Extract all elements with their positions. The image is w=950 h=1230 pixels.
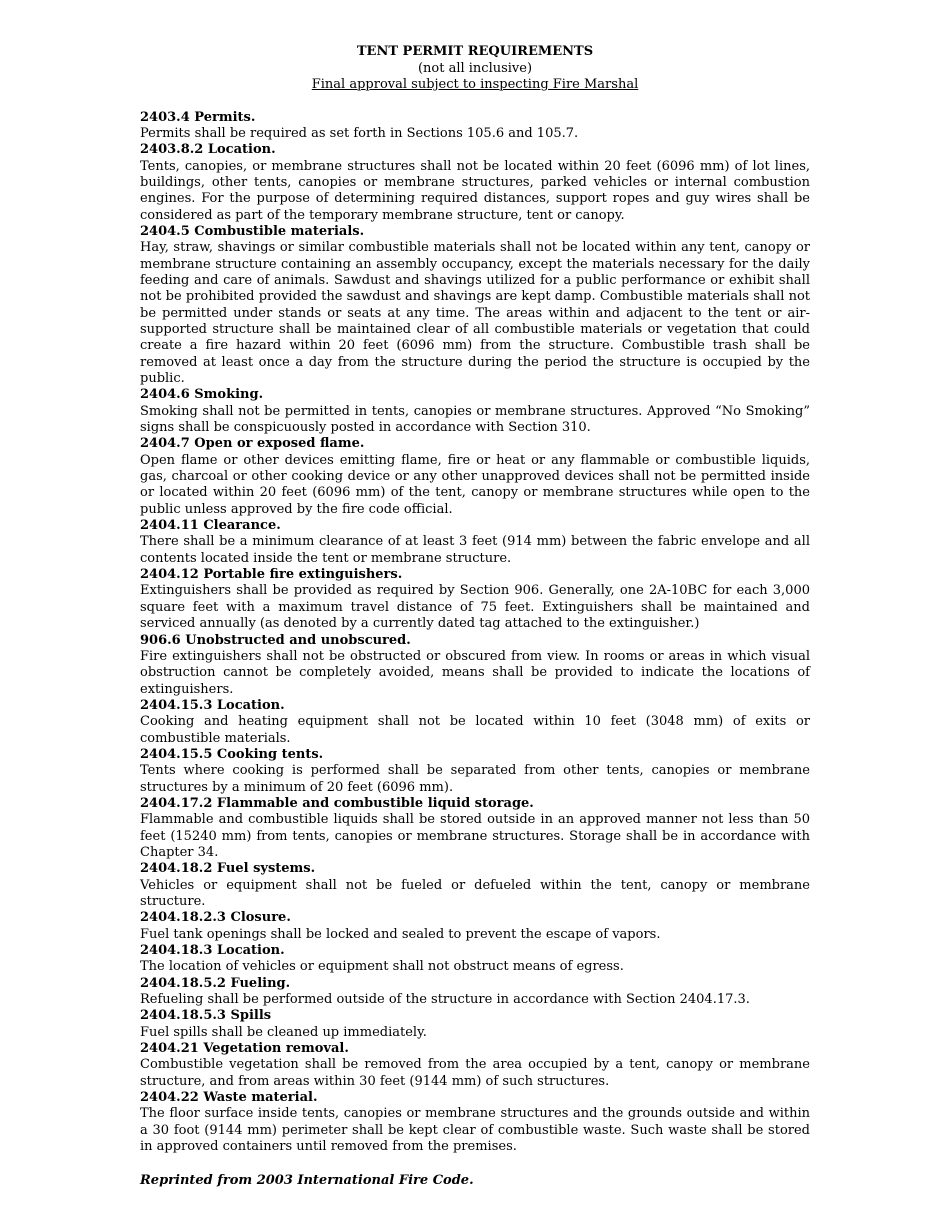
document-title: TENT PERMIT REQUIREMENTS	[356, 44, 594, 59]
section-heading: 2403.4 Permits.	[140, 109, 256, 125]
section-heading: 2404.15.5 Cooking tents.	[140, 746, 324, 762]
section-heading: 2404.7 Open or exposed flame.	[140, 436, 365, 452]
section-heading: 2404.18.3 Location.	[140, 943, 285, 959]
code-section	[140, 1041, 810, 1090]
section-heading: 2404.12 Portable fire extinguishers.	[140, 567, 403, 583]
code-section	[140, 910, 810, 943]
code-section	[140, 861, 810, 910]
section-heading: 2404.18.2.3 Closure.	[140, 910, 291, 926]
section-body: Extinguishers shall be provided as required by Section 906. Generally, one 2A-10BC for each 3,000 square feet with a maximum travel distance of 75 feet. Extinguishers shall be maintained and serviced annually (as denoted by a currently dated tag attached to the extinguisher.)	[140, 583, 810, 632]
section-body: Fuel tank openings shall be locked and sealed to prevent the escape of vapors.	[140, 926, 661, 942]
section-heading: 2404.6 Smoking.	[140, 387, 264, 403]
section-body: There shall be a minimum clearance of at least 3 feet (914 mm) between the fabric envelope and all contents located inside the tent or membrane structure.	[140, 534, 810, 566]
section-heading: 2404.17.2 Flammable and combustible liquid storage.	[140, 795, 534, 811]
section-body: Tents where cooking is performed shall be separated from other tents, canopies or membrane structures by a minimum of 20 feet (6096 mm).	[140, 763, 810, 795]
section-heading: 2404.21 Vegetation removal.	[140, 1041, 349, 1057]
section-heading: 2403.8.2 Location.	[140, 142, 276, 158]
section-body: Vehicles or equipment shall not be fueled or defueled within the tent, canopy or membrane structure.	[140, 877, 810, 909]
code-section	[140, 142, 810, 224]
section-heading: 2404.18.5.3 Spills	[140, 1008, 272, 1024]
code-section	[140, 1090, 810, 1155]
section-body: Fire extinguishers shall not be obstructed or obscured from view. In rooms or areas in which visual obstruction cannot be completely avoided, means shall be provided to indicate the locations of extinguishers.	[140, 648, 810, 697]
document-subtitle: (not all inclusive)	[417, 60, 533, 76]
section-body: Tents, canopies, or membrane structures shall not be located within 20 feet (6096 mm) of lot lines, buildings, other tents, canopies or membrane structures, parked vehicles or internal combustion engines. For the purpose of determining required distances, support ropes and guy wires shall be considered as part of the temporary membrane structure, tent or canopy.	[140, 158, 810, 223]
code-section	[140, 633, 810, 698]
section-body: Open flame or other devices emitting flame, fire or heat or any flammable or combustible liquids, gas, charcoal or other cooking device or any other unapproved devices shall not be permitted inside or located within 20 feet (6096 mm) of the tent, canopy or membrane structures while open to the public unless approved by the fire code official.	[140, 452, 810, 517]
section-body: Hay, straw, shavings or similar combustible materials shall not be located within any tent, canopy or membrane structure containing an assembly occupancy, except the materials necessary for the daily feeding and care of animals. Sawdust and shavings utilized for a public performance or exhibit shall not be prohibited provided the sawdust and shavings are kept damp. Combustible materials shall not be permitted under stands or seats at any time. The areas within and adjacent to the tent or air-supported structure shall be maintained clear of all combustible materials or vegetation that could create a fire hazard within 20 feet (6096 mm) from the structure. Combustible trash shall be removed at least once a day from the structure during the period the structure is occupied by the public.	[140, 240, 810, 386]
section-heading: 2404.18.5.2 Fueling.	[140, 975, 291, 991]
footer-citation: Reprinted from 2003 International Fire Code.	[140, 1172, 474, 1188]
section-body: Smoking shall not be permitted in tents, canopies or membrane structures. Approved “No Smoking” signs shall be conspicuously posted in accordance with Section 310.	[140, 403, 810, 436]
section-body: Flammable and combustible liquids shall be stored outside in an approved manner not less than 50 feet (15240 mm) from tents, canopies or membrane structures. Storage shall be in accordance with Chapter 34.	[140, 812, 810, 860]
document-page	[140, 44, 810, 1189]
code-section	[140, 224, 810, 387]
sections-list	[140, 110, 810, 1156]
code-section	[140, 110, 810, 143]
section-body: Permits shall be required as set forth in Sections 105.6 and 105.7.	[140, 125, 579, 141]
section-body: Refueling shall be performed outside of the structure in accordance with Section 2404.17.3.	[140, 992, 750, 1008]
section-body: The floor surface inside tents, canopies or membrane structures and the grounds outside and within a 30 foot (9144 mm) perimeter shall be kept clear of combustible waste. Such waste shall be stored in approved containers until removed from the premises.	[140, 1106, 810, 1155]
document-header	[140, 44, 810, 94]
code-section	[140, 1008, 810, 1041]
section-body: The location of vehicles or equipment shall not obstruct means of egress.	[140, 959, 624, 975]
code-section	[140, 518, 810, 567]
section-heading: 2404.11 Clearance.	[140, 518, 281, 534]
section-body: Combustible vegetation shall be removed from the area occupied by a tent, canopy or membrane structure, and from areas within 30 feet (9144 mm) of such structures.	[140, 1057, 810, 1089]
section-heading: 906.6 Unobstructed and unobscured.	[140, 632, 411, 648]
section-body: Fuel spills shall be cleaned up immediately.	[140, 1024, 427, 1040]
code-section	[140, 698, 810, 747]
code-section	[140, 796, 810, 861]
code-section	[140, 387, 810, 436]
section-heading: 2404.18.2 Fuel systems.	[140, 861, 316, 877]
section-heading: 2404.15.3 Location.	[140, 697, 285, 713]
code-section	[140, 943, 810, 976]
section-heading: 2404.22 Waste material.	[140, 1090, 318, 1106]
code-section	[140, 436, 810, 518]
approval-note: Final approval subject to inspecting Fire Marshal	[311, 77, 639, 92]
section-body: Cooking and heating equipment shall not be located within 10 feet (3048 mm) of exits or combustible materials.	[140, 714, 810, 746]
section-heading: 2404.5 Combustible materials.	[140, 223, 365, 239]
code-section	[140, 747, 810, 796]
code-section	[140, 976, 810, 1009]
code-section	[140, 567, 810, 632]
